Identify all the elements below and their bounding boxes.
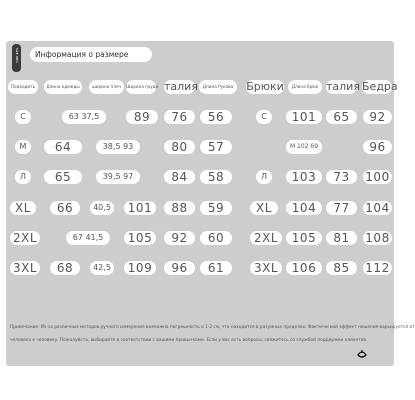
- header-sleeve: Длина Рукава: [199, 80, 237, 94]
- header-fit: Подходить: [8, 80, 38, 94]
- row-cell: 101: [124, 201, 156, 215]
- row-cell: 85: [326, 261, 357, 275]
- row-cell: 108: [363, 231, 392, 245]
- row-cell: 103: [286, 170, 322, 184]
- row-cell: 63 37,5: [62, 110, 106, 124]
- row-size: С: [15, 110, 31, 124]
- row-cell: 89: [126, 110, 158, 124]
- row-cell: 104: [363, 201, 392, 215]
- header-pants-waist: талия: [326, 80, 360, 93]
- row-cell: 61: [200, 261, 232, 275]
- row-cell: 60: [200, 231, 232, 245]
- logo-icon: [356, 348, 368, 360]
- row-cell: 88: [164, 201, 195, 215]
- row-cell: 105: [286, 231, 322, 245]
- row-cell: 42,5: [90, 261, 114, 275]
- row-cell: 80: [164, 140, 195, 154]
- row-cell: 66: [50, 201, 80, 215]
- row-cell: 64: [44, 140, 82, 154]
- row-size: М: [15, 140, 31, 154]
- header-shoulder: ширина плеч: [89, 80, 124, 94]
- row-cell: 38,5 93: [96, 140, 140, 154]
- row-cell: 84: [164, 170, 195, 184]
- row-cell: 101: [286, 110, 322, 124]
- row-cell: 92: [164, 231, 195, 245]
- note-line-2: человека к человеку. Пожалуйста, выбирайте в соответствии с вашими привычками. Если у вас есть вопросы, свяжитесь со службой поддержки клиентов.: [10, 338, 368, 343]
- note-line-1: Примечание: Из-за различных методов ручного измерения возможна погрешность в 1-2 см, что находится в разумных пределах. Фактический эффект ношения варьируется от: [10, 325, 415, 330]
- header-pants: Брюки: [246, 80, 284, 93]
- row-size-right: 2XL: [250, 231, 282, 245]
- row-size-right: Л: [256, 170, 272, 184]
- row-cell: 39,5 97: [96, 170, 140, 184]
- row-size: Л: [15, 170, 31, 184]
- row-cell: 65: [44, 170, 82, 184]
- row-cell: 65: [326, 110, 357, 124]
- side-tab: SIZE INFO: [12, 44, 21, 72]
- row-cell: 105: [124, 231, 156, 245]
- page-title: Информация о размере: [30, 47, 152, 62]
- row-cell: 73: [326, 170, 357, 184]
- row-cell: 104: [286, 201, 322, 215]
- row-cell: 96: [164, 261, 195, 275]
- row-cell: 40,5: [90, 201, 114, 215]
- row-cell: 76: [164, 110, 195, 124]
- row-size-right: С: [256, 110, 272, 124]
- header-waist: талия: [164, 80, 198, 93]
- row-cell: М 102 69: [286, 140, 322, 154]
- row-size: XL: [10, 201, 36, 215]
- row-cell: 56: [200, 110, 232, 124]
- header-length: Длина одежды: [44, 80, 82, 94]
- row-cell: 106: [286, 261, 322, 275]
- row-cell: 59: [200, 201, 232, 215]
- row-size: 2XL: [10, 231, 40, 245]
- row-size-right: XL: [250, 201, 278, 215]
- row-cell: 81: [326, 231, 357, 245]
- row-size-right: 3XL: [250, 261, 282, 275]
- header-pants-length: Длина брюк: [288, 80, 322, 94]
- row-cell: 57: [200, 140, 232, 154]
- row-cell: 68: [50, 261, 80, 275]
- header-chest: Ширина груди: [126, 80, 156, 94]
- row-cell: 96: [363, 140, 392, 154]
- header-hips: Бедра: [362, 80, 398, 93]
- row-cell: 112: [363, 261, 392, 275]
- row-cell: 67 41,5: [66, 231, 110, 245]
- row-cell: 77: [326, 201, 357, 215]
- row-size: 3XL: [10, 261, 40, 275]
- row-cell: 92: [363, 110, 392, 124]
- row-cell: 100: [363, 170, 392, 184]
- row-cell: 109: [124, 261, 156, 275]
- row-cell: 58: [200, 170, 232, 184]
